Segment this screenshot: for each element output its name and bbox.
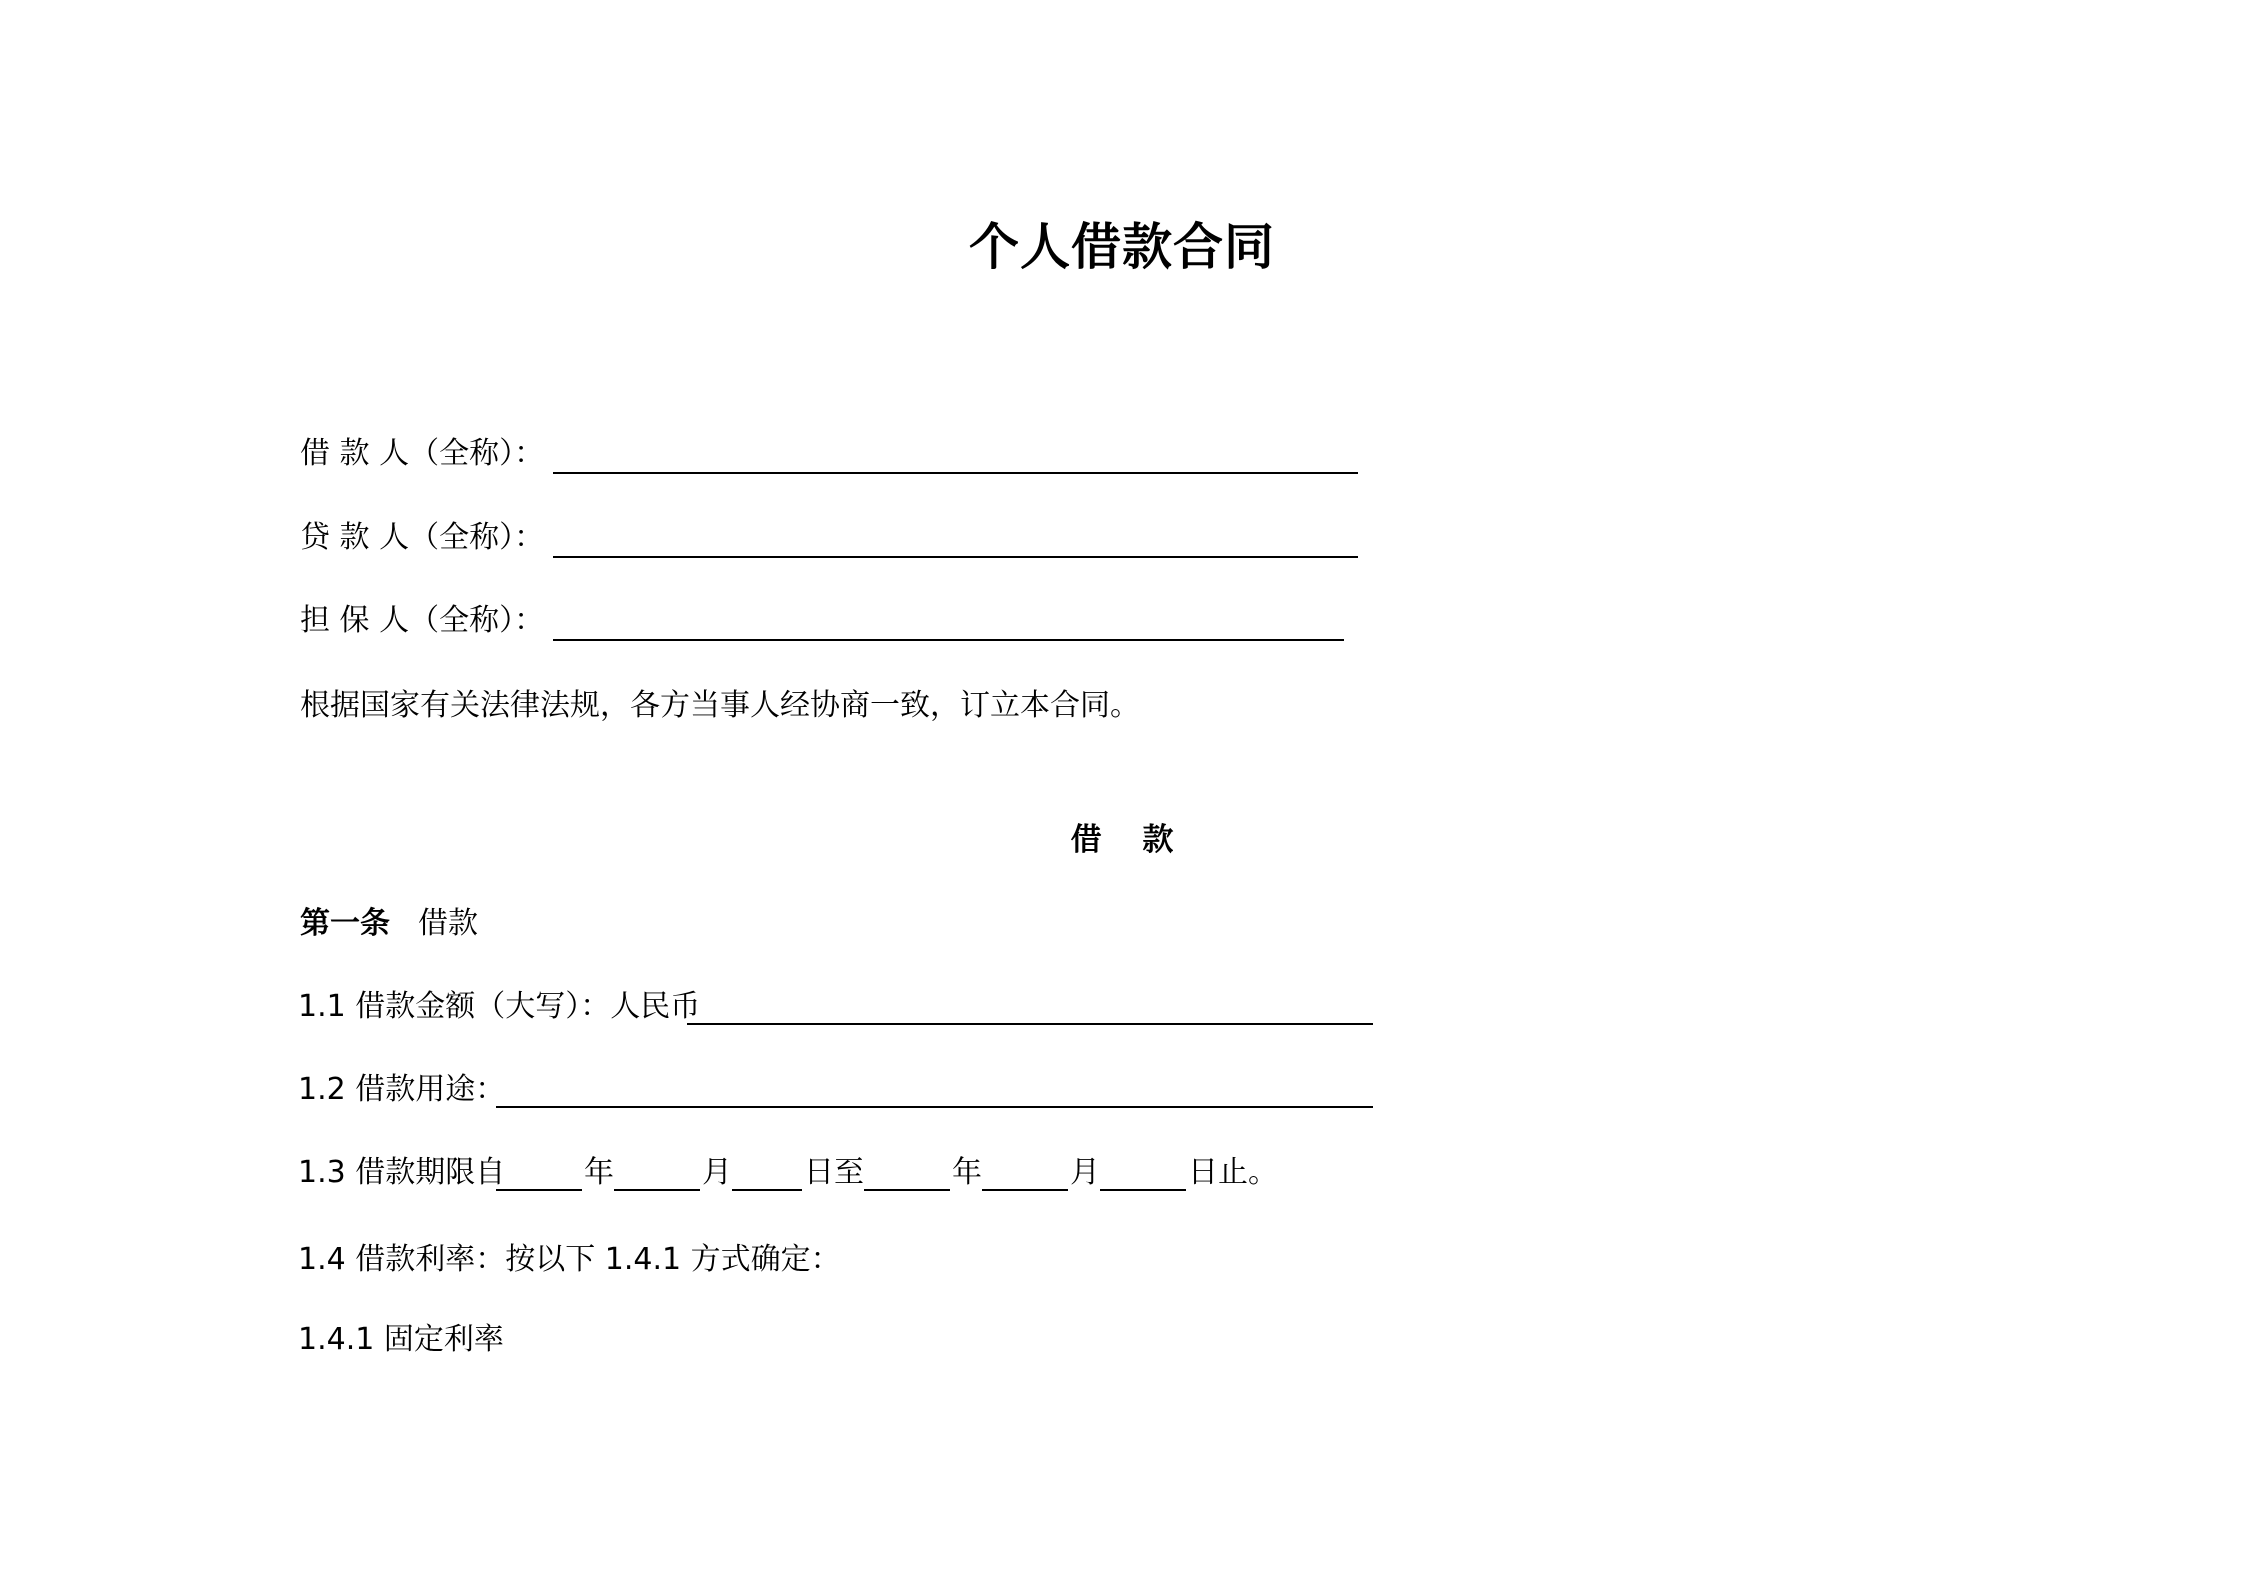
- start-month-unit: 月: [702, 1155, 732, 1190]
- section-heading: 借 款: [1070, 822, 1174, 858]
- end-year-unit: 年: [952, 1155, 982, 1190]
- end-day-blank[interactable]: [1100, 1189, 1186, 1191]
- start-day-blank[interactable]: [732, 1189, 802, 1191]
- guarantor-name-blank[interactable]: [553, 639, 1344, 641]
- day-to-text: 日至: [804, 1155, 864, 1190]
- preamble-text: 根据国家有关法律法规，各方当事人经协商一致，订立本合同。: [300, 688, 1140, 723]
- document-title: 个人借款合同: [969, 218, 1275, 276]
- day-end-text: 日止。: [1188, 1155, 1278, 1190]
- article-1-heading: [300, 902, 478, 946]
- article-1-title: 借款: [418, 906, 478, 941]
- guarantor-label: 担 保 人（全称）：: [300, 603, 545, 638]
- end-year-blank[interactable]: [864, 1189, 950, 1191]
- clause-1-2-label: 1.2 借款用途：: [298, 1072, 506, 1107]
- start-year-blank[interactable]: [496, 1189, 582, 1191]
- borrower-label: 借 款 人（全称）：: [300, 436, 545, 471]
- clause-1-4-text: 1.4 借款利率：按以下 1.4.1 方式确定：: [298, 1242, 841, 1277]
- clause-1-4-1-text: 1.4.1 固定利率: [298, 1322, 504, 1357]
- loan-amount-blank[interactable]: [687, 1023, 1373, 1025]
- lender-name-blank[interactable]: [553, 556, 1358, 558]
- end-month-unit: 月: [1070, 1155, 1100, 1190]
- borrower-name-blank[interactable]: [553, 472, 1358, 474]
- start-year-unit: 年: [584, 1155, 614, 1190]
- start-month-blank[interactable]: [614, 1189, 700, 1191]
- article-1-number: 第一条: [300, 906, 390, 941]
- clause-1-1-label: 1.1 借款金额（大写）：人民币: [298, 989, 701, 1024]
- lender-label: 贷 款 人（全称）：: [300, 520, 545, 555]
- end-month-blank[interactable]: [982, 1189, 1068, 1191]
- clause-1-3-prefix: 1.3 借款期限自: [298, 1155, 506, 1190]
- loan-purpose-blank[interactable]: [496, 1106, 1373, 1108]
